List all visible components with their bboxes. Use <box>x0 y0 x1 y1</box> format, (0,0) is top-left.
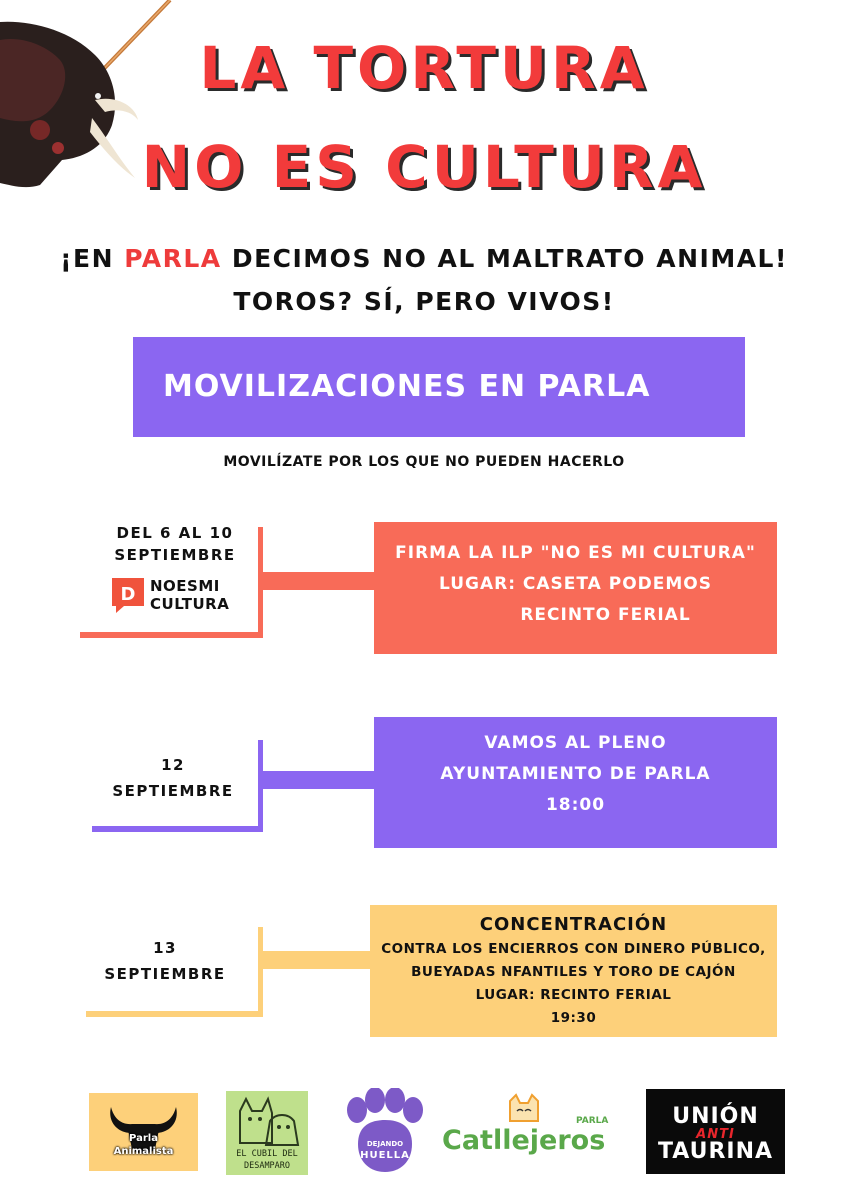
cat-icon <box>504 1093 544 1123</box>
subheading-highlight: PARLA <box>124 244 222 273</box>
event-2-box <box>374 717 777 848</box>
union-anti: ANTI <box>696 1127 735 1142</box>
noesmicultura-line-1: NOESMI <box>150 577 220 595</box>
event-1-line-3: RECINTO FERIAL <box>520 605 691 625</box>
event-2-line-3: 18:00 <box>545 795 606 815</box>
subheading-line-2: TOROS? SÍ, PERO VIVOS! <box>233 287 615 316</box>
event-3-line-1: CONTRA LOS ENCIERROS CON DINERO PÚBLICO, <box>381 941 766 957</box>
event-3-box <box>370 905 777 1037</box>
event-1-date-line-2: SEPTIEMBRE <box>114 546 236 564</box>
event-1-box <box>374 522 777 654</box>
event-3-connector-vertical <box>258 927 263 1016</box>
event-2-connector-horizontal <box>258 771 374 789</box>
event-2-date-line-1: 12 <box>161 756 185 774</box>
catllejeros-sub: PARLA <box>576 1116 609 1126</box>
paw-icon <box>340 1088 430 1174</box>
union-antitaurina-logo <box>646 1089 785 1174</box>
cubil-line-2: DESAMPARO <box>243 1161 291 1171</box>
cubil-line-1: EL CUBIL DEL <box>236 1149 298 1159</box>
cubil-desamparo-logo <box>226 1091 308 1175</box>
event-3-date <box>90 935 240 987</box>
event-2-line-2: AYUNTAMIENTO DE PARLA <box>440 764 711 784</box>
event-3-line-3: LUGAR: RECINTO FERIAL <box>475 987 672 1003</box>
dejando-huella-line-2: HUELLA <box>360 1150 410 1161</box>
event-1-date <box>100 522 250 566</box>
catllejeros-name: Catllejeros <box>442 1125 606 1156</box>
event-3-line-4: 19:30 <box>550 1010 597 1026</box>
parla-animalista-line-1: Parla <box>129 1133 158 1144</box>
union-line-1: UNIÓN <box>672 1104 759 1129</box>
event-2-date <box>98 752 248 804</box>
event-1-date-line-1: DEL 6 AL 10 <box>116 524 234 542</box>
bull-head-icon <box>89 1093 198 1171</box>
event-1-line-2: LUGAR: CASETA PODEMOS <box>438 574 713 594</box>
subheading-prefix: ¡EN <box>60 244 125 273</box>
event-2-date-line-2: SEPTIEMBRE <box>112 782 234 800</box>
event-3-heading: CONCENTRACIÓN <box>479 914 668 935</box>
event-1-line-1: FIRMA LA ILP "NO ES MI CULTURA" <box>395 543 756 563</box>
union-line-2: TAURINA <box>657 1139 774 1164</box>
event-2-connector-bottom <box>92 826 263 832</box>
tagline: MOVILÍZATE POR LOS QUE NO PUEDEN HACERLO <box>223 454 625 470</box>
parla-animalista-line-2: Animalista <box>113 1146 174 1157</box>
event-3-date-line-2: SEPTIEMBRE <box>104 965 226 983</box>
event-1-connector-bottom <box>80 632 263 638</box>
parla-animalista-logo <box>89 1093 198 1171</box>
event-3-date-line-1: 13 <box>153 939 177 957</box>
event-1-connector-horizontal <box>258 572 374 590</box>
page-title-line-2: NO ES CULTURA <box>141 133 707 201</box>
page-title-line-1: LA TORTURA <box>199 34 649 102</box>
subheading-suffix: DECIMOS NO AL MALTRATO ANIMAL! <box>221 244 788 273</box>
catllejeros-logo <box>440 1093 620 1163</box>
dejando-huella-logo <box>340 1088 430 1174</box>
noesmicultura-icon <box>110 576 146 614</box>
event-3-line-2: BUEYADAS NFANTILES Y TORO DE CAJÓN <box>411 964 736 980</box>
noesmicultura-logo <box>110 576 230 616</box>
subheading-line-1 <box>0 244 848 273</box>
noesmicultura-line-2: CULTURA <box>150 595 230 613</box>
dejando-huella-line-1: DEJANDO <box>366 1140 404 1148</box>
event-3-connector-horizontal <box>258 951 374 969</box>
movilizaciones-banner <box>133 337 745 437</box>
event-2-line-1: VAMOS AL PLENO <box>484 733 667 753</box>
event-3-connector-bottom <box>86 1011 263 1017</box>
banner-label: MOVILIZACIONES EN PARLA <box>163 369 651 404</box>
cat-dog-icon <box>226 1091 308 1151</box>
svg-text:D: D <box>120 584 136 605</box>
